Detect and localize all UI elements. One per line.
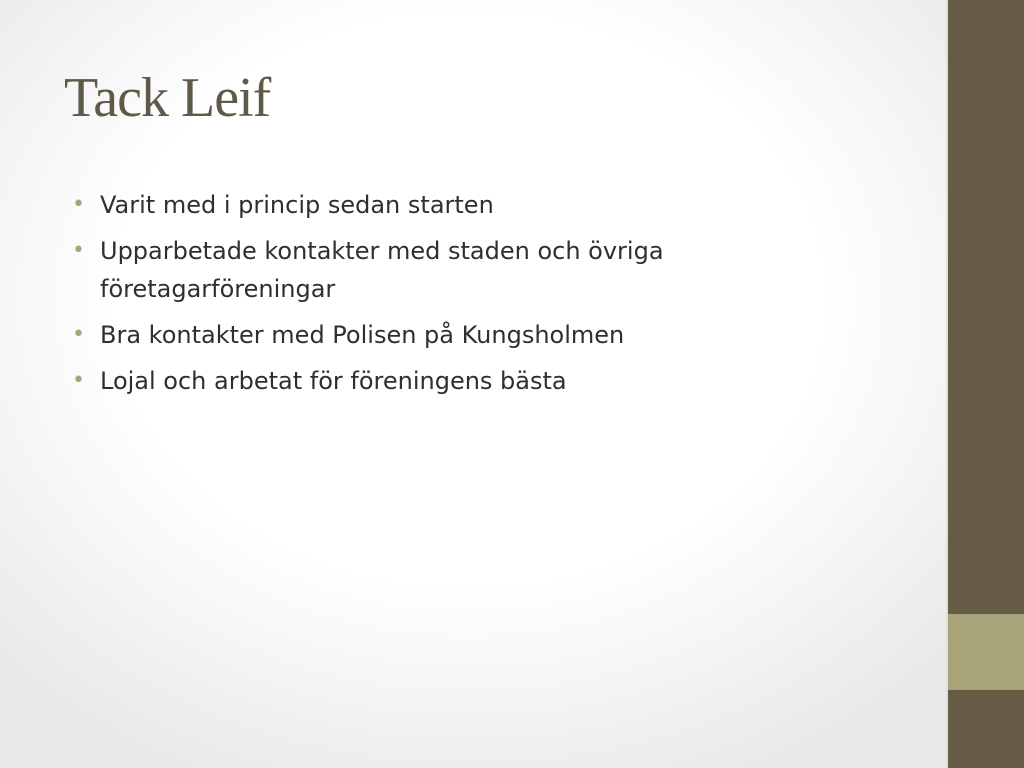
bullet-text: Varit med i princip sedan starten — [100, 191, 494, 219]
bullet-dot-icon: • — [72, 368, 85, 393]
bullet-text: Bra kontakter med Polisen på Kungsholmen — [100, 321, 625, 349]
bullet-dot-icon: • — [72, 238, 85, 263]
bullet-item — [72, 186, 752, 224]
bullet-dot-icon: • — [72, 322, 85, 347]
slide-title: Tack Leif — [64, 67, 271, 129]
bullet-dot-icon: • — [72, 192, 85, 217]
bullet-list — [72, 186, 752, 408]
side-bar-accent — [948, 614, 1024, 690]
bullet-text: Upparbetade kontakter med staden och övriga företagarföreningar — [100, 237, 664, 303]
bullet-item — [72, 362, 752, 400]
bullet-item — [72, 232, 752, 308]
bullet-item — [72, 316, 752, 354]
bullet-text: Lojal och arbetat för föreningens bästa — [100, 367, 567, 395]
